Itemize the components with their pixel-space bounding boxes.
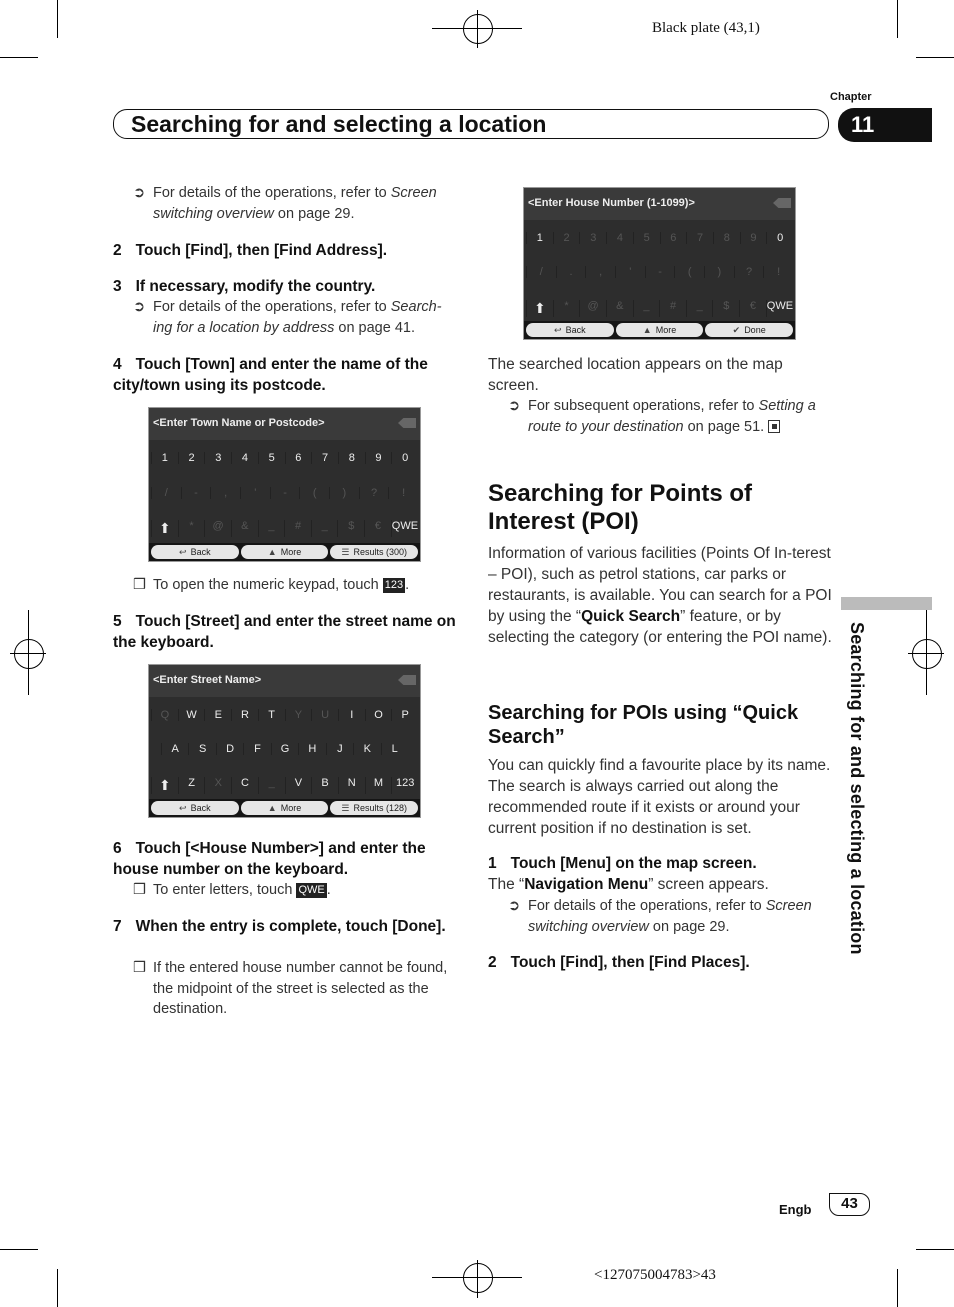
keypad-key[interactable]: ? [734, 266, 764, 278]
keypad-key[interactable]: , [210, 487, 240, 499]
up-chevron-icon: ▲ [267, 803, 277, 813]
quick-search-paragraph: You can quickly find a favourite place by its name. The search is always carried out along the recommended route if it exists or around your current position if no destination is set. [488, 757, 831, 837]
keypad-key[interactable]: 1 [526, 232, 553, 244]
house-number-input-field[interactable]: <Enter House Number (1-1099)> [524, 188, 795, 220]
bullet-note: ➲ For details of the operations, refer to Search-ing for a location by address on page 41. [133, 299, 442, 336]
navigation-menu-paragraph: The “Navigation Menu” screen appears. [488, 876, 769, 893]
keypad-key[interactable]: Q [151, 709, 178, 721]
bullet-note: ➲ For details of the operations, refer to Screen switching overview on page 29. [508, 898, 812, 935]
keypad-key[interactable]: T [258, 709, 285, 721]
chapter-number: 11 [838, 108, 932, 142]
keypad-key[interactable]: $ [337, 520, 364, 537]
back-arrow-icon: ↩ [179, 546, 187, 557]
language-label: Engb [779, 1202, 812, 1217]
keypad-key[interactable]: 0 [391, 452, 418, 464]
done-button[interactable]: ✔ Done [705, 323, 793, 337]
keypad-row [149, 709, 420, 721]
shift-key-icon[interactable]: ⬆ [526, 300, 553, 317]
numeric-key-icon: 123 [384, 578, 404, 591]
keypad-key[interactable]: ) [704, 266, 734, 278]
page-number: 43 [829, 1193, 870, 1216]
bullet-note: ➲ For details of the operations, refer to Screen switching overview on page 29. [133, 185, 437, 222]
keypad-key[interactable]: € [739, 300, 766, 317]
shift-key-icon[interactable]: ⬆ [151, 520, 178, 537]
keypad-key[interactable]: 3 [204, 452, 231, 464]
note-house-number [113, 958, 458, 1020]
keypad-key[interactable]: A [161, 743, 188, 755]
keypad-row [149, 452, 420, 464]
end-mark-icon [768, 420, 780, 433]
section-heading: Searching for Points of Interest (POI) [488, 480, 753, 535]
step-5: 5 Touch [Street] and enter the street name on the keyboard. [113, 613, 456, 651]
result-paragraph: The searched location appears on the map screen. [488, 356, 783, 394]
keypad-key[interactable]: - [181, 487, 211, 499]
crop-mark [0, 1249, 38, 1250]
keypad-key[interactable]: 7 [311, 452, 338, 464]
arrow-icon: ➲ [133, 185, 146, 201]
arrow-icon: ➲ [508, 898, 521, 914]
box-bullet-icon: ❒ [133, 577, 146, 593]
crop-mark [57, 0, 58, 38]
keypad-key[interactable]: / [151, 487, 181, 499]
keypad-key[interactable]: B [311, 777, 338, 794]
back-button[interactable]: ↩ Back [151, 545, 239, 559]
keypad-key[interactable]: _ [633, 300, 660, 317]
keypad-key[interactable]: O [365, 709, 392, 721]
keypad-key[interactable]: 7 [686, 232, 713, 244]
keypad-key[interactable]: Y [285, 709, 312, 721]
keypad-key[interactable]: _ [258, 520, 285, 537]
keypad-key[interactable]: 4 [606, 232, 633, 244]
step-3-note [113, 297, 458, 338]
more-button[interactable]: ▲ More [241, 545, 329, 559]
box-note: ❒ To open the numeric keypad, touch 123 . [113, 575, 458, 596]
step-3: 3 If necessary, modify the country. [113, 278, 376, 295]
back-arrow-icon: ↩ [179, 802, 187, 813]
keypad-key[interactable]: 1 [151, 452, 178, 464]
crop-mark [916, 57, 954, 58]
keypad-key[interactable]: K [353, 743, 380, 755]
keypad-key[interactable]: ( [674, 266, 704, 278]
keypad-key[interactable]: ( [299, 487, 329, 499]
box-bullet-icon: ❒ [133, 960, 146, 976]
keypad-key[interactable]: 8 [713, 232, 740, 244]
more-button[interactable]: ▲ More [241, 801, 329, 815]
keypad-key[interactable]: & [606, 300, 633, 317]
keypad-key[interactable]: 2 [553, 232, 580, 244]
keypad-key[interactable]: G [271, 743, 298, 755]
results-button[interactable]: ☰ Results (300) [330, 545, 418, 559]
note-numeric-keypad [113, 575, 458, 596]
keypad-key[interactable]: _ [258, 777, 285, 794]
keypad-key[interactable]: 4 [231, 452, 258, 464]
town-keypad [148, 407, 421, 562]
keypad-key[interactable]: Z [178, 777, 205, 794]
keypad-row [524, 232, 795, 244]
left-column [113, 183, 458, 224]
keypad-key[interactable]: 5 [258, 452, 285, 464]
subsection-heading: Searching for POIs using “Quick Search” [488, 702, 799, 748]
keypad-key[interactable]: - [270, 487, 300, 499]
keypad-key[interactable]: 2 [178, 452, 205, 464]
keypad-key[interactable]: * [178, 520, 205, 537]
keypad-key[interactable]: D [216, 743, 243, 755]
keypad-key[interactable]: J [326, 743, 353, 755]
list-icon: ☰ [341, 802, 350, 813]
keypad-key[interactable]: X [204, 777, 231, 794]
keypad-key[interactable]: 6 [660, 232, 687, 244]
keypad-row [149, 777, 420, 794]
step-4: 4 Touch [Town] and enter the name of the city/town using its postcode. [113, 356, 428, 394]
checkmark-icon: ✔ [732, 324, 741, 335]
keypad-button-bar [524, 321, 795, 339]
step-2: 2 Touch [Find], then [Find Address]. [113, 242, 388, 259]
keypad-key[interactable]: 0 [766, 232, 793, 244]
keypad-key[interactable]: $ [712, 300, 739, 317]
side-tab-bar [841, 597, 932, 610]
keypad-key[interactable]: * [553, 300, 580, 317]
results-button[interactable]: ☰ Results (128) [330, 801, 418, 815]
keypad-key[interactable]: N [338, 777, 365, 794]
chapter-label: Chapter [830, 91, 872, 103]
qwe-key-icon: QWE [298, 883, 325, 896]
keypad-key[interactable]: , [585, 266, 615, 278]
town-input-field[interactable]: <Enter Town Name or Postcode> [149, 408, 420, 440]
keypad-row [524, 300, 795, 317]
keypad-key[interactable]: € [364, 520, 391, 537]
up-chevron-icon: ▲ [267, 547, 277, 557]
arrow-icon: ➲ [508, 398, 521, 414]
keypad-key[interactable]: . [556, 266, 586, 278]
crop-mark [916, 1249, 954, 1250]
keypad-key[interactable]: ) [329, 487, 359, 499]
keypad-row [149, 520, 420, 537]
keypad-key[interactable]: @ [204, 520, 231, 537]
keypad-key[interactable]: - [645, 266, 675, 278]
keypad-key[interactable]: V [285, 777, 312, 794]
side-tab-label: Searching for and selecting a location [847, 622, 867, 955]
keypad-key[interactable]: F [243, 743, 270, 755]
back-button[interactable]: ↩ Back [151, 801, 239, 815]
registration-circle [14, 639, 44, 669]
keypad-key[interactable]: I [338, 709, 365, 721]
house-number-keypad [523, 187, 796, 340]
keypad-button-bar [149, 543, 420, 561]
keypad-key[interactable]: & [231, 520, 258, 537]
up-chevron-icon: ▲ [642, 325, 652, 335]
registration-circle [912, 639, 942, 669]
keypad-key[interactable]: # [284, 520, 311, 537]
more-button[interactable]: ▲ More [616, 323, 704, 337]
registration-circle [463, 1263, 493, 1293]
note-letters [113, 880, 458, 901]
keypad-key[interactable]: M [365, 777, 392, 794]
keypad-key[interactable]: ' [240, 487, 270, 499]
keypad-key[interactable]: 123 [391, 777, 418, 794]
keypad-key[interactable]: _ [311, 520, 338, 537]
back-button[interactable]: ↩ Back [526, 323, 614, 337]
keypad-key[interactable]: 8 [338, 452, 365, 464]
keypad-key[interactable]: P [391, 709, 418, 721]
box-note: ❒ If the entered house number cannot be found, the midpoint of the street is selected as the destination. [133, 960, 448, 1017]
keypad-key[interactable]: _ [686, 300, 713, 317]
keypad-key[interactable]: E [204, 709, 231, 721]
keypad-key[interactable]: 9 [740, 232, 767, 244]
keypad-key[interactable]: ' [615, 266, 645, 278]
keypad-row [149, 487, 420, 499]
step-2-right: 2 Touch [Find], then [Find Places]. [488, 954, 750, 971]
page-title: Searching for and selecting a location [113, 109, 829, 139]
keypad-key[interactable]: 9 [365, 452, 392, 464]
poi-intro-paragraph: Information of various facilities (Points Of In-terest – POI), such as petrol stations, car parks or restaurants, is available. You can search for a POI by using the “Quick Search” feature, or by selecting the category (or entering the POI name). [488, 545, 832, 646]
back-arrow-icon: ↩ [554, 324, 562, 335]
arrow-icon: ➲ [133, 299, 146, 315]
keypad-key[interactable]: QWE [391, 520, 418, 537]
crop-mark [0, 57, 38, 58]
box-note: ❒ To enter letters, touch QWE . [113, 880, 458, 901]
operations-note [488, 896, 833, 937]
keypad-key[interactable]: ! [763, 266, 793, 278]
registration-circle [463, 14, 493, 44]
crop-mark [57, 1269, 58, 1307]
plate-label: Black plate (43,1) [652, 20, 760, 36]
keypad-key[interactable]: 6 [285, 452, 312, 464]
keypad-key[interactable]: U [311, 709, 338, 721]
keypad-key[interactable]: C [231, 777, 258, 794]
subsequent-ops-note [488, 396, 833, 437]
street-input-field[interactable]: <Enter Street Name> [149, 665, 420, 697]
keypad-key[interactable]: @ [579, 300, 606, 317]
keypad-key[interactable]: / [526, 266, 556, 278]
keypad-key[interactable]: 3 [579, 232, 606, 244]
keypad-key[interactable]: ! [388, 487, 418, 499]
keypad-key[interactable]: 5 [633, 232, 660, 244]
keypad-key[interactable]: R [231, 709, 258, 721]
keypad-key[interactable]: S [188, 743, 215, 755]
keypad-row [149, 743, 420, 755]
keypad-button-bar [149, 799, 420, 817]
document-code: <127075004783>43 [594, 1267, 716, 1283]
keypad-row [524, 266, 795, 278]
step-1-right: 1 Touch [Menu] on the map screen. [488, 855, 757, 872]
keypad-key[interactable]: L [381, 743, 408, 755]
step-7: 7 When the entry is complete, touch [Done]. [113, 918, 446, 935]
keypad-key[interactable]: H [298, 743, 325, 755]
step-6: 6 Touch [<House Number>] and enter the house number on the keyboard. [113, 840, 426, 878]
keypad-key[interactable]: W [178, 709, 205, 721]
keypad-key[interactable]: QWE [766, 300, 793, 317]
keypad-key[interactable]: ? [359, 487, 389, 499]
crop-mark [897, 1269, 898, 1307]
box-bullet-icon: ❒ [133, 882, 146, 898]
keypad-key[interactable]: # [659, 300, 686, 317]
street-keypad [148, 664, 421, 818]
crop-mark [897, 0, 898, 38]
list-icon: ☰ [341, 546, 350, 557]
shift-key-icon[interactable]: ⬆ [151, 777, 178, 794]
bullet-note: ➲ For subsequent operations, refer to Setting a route to your destination on page 51. [508, 398, 816, 435]
